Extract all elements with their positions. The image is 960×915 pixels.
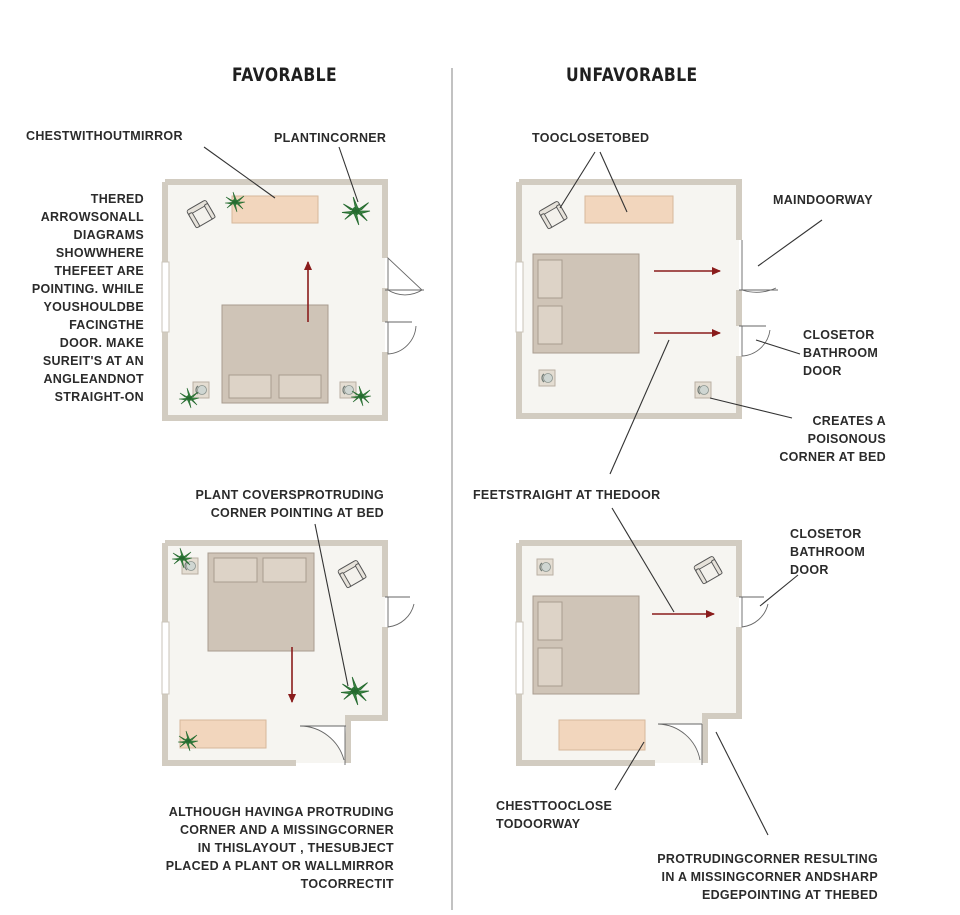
label-closet-bathroom-door-top: CLOSETOR BATHROOM DOOR	[803, 328, 879, 378]
room-unfavorable-bottom	[516, 543, 768, 765]
heading-favorable: FAVORABLE	[232, 64, 338, 86]
room-favorable-top	[162, 182, 424, 418]
label-poisonous-corner: CREATES A POISONOUS CORNER AT BED	[779, 414, 886, 464]
label-too-close-to-bed: TOOCLOSETOBED	[532, 131, 650, 145]
label-plant-in-corner: PLANTINCORNER	[274, 131, 387, 145]
label-chest-without-mirror: CHESTWITHOUTMIRROR	[26, 129, 183, 143]
label-feet-straight: FEETSTRAIGHT AT THEDOOR	[473, 488, 661, 502]
label-main-doorway: MAINDOORWAY	[773, 193, 873, 207]
chest	[232, 196, 318, 223]
room-unfavorable-top	[516, 182, 778, 416]
note-red-arrows: THERED ARROWSONALL DIAGRAMS SHOWWHERE THEFEET ARE POINTING. WHILE YOUSHOULDBE FACINGTHE DOOR. MAKE SUREIT'S AT AN ANGLEANDNOT STRAIGHT-ON	[31, 192, 144, 404]
chest	[585, 196, 673, 223]
note-although: ALTHOUGH HAVINGA PROTRUDING CORNER AND A MISSINGCORNER IN THISLAYOUT , THESUBJECT PLACED A PLANT OR WALLMIRROR TOCORRECTIT	[165, 805, 394, 891]
chest	[559, 720, 645, 750]
label-chest-too-close: CHESTTOOCLOSE TODOORWAY	[496, 799, 613, 831]
label-closet-bathroom-door-bottom: CLOSETOR BATHROOM DOOR	[790, 527, 866, 577]
label-plant-covers-corner: PLANT COVERSPROTRUDING CORNER POINTING AT BED	[195, 488, 384, 520]
label-protruding-corner: PROTRUDINGCORNER RESULTING IN A MISSINGCORNER ANDSHARP EDGEPOINTING AT THEBED	[657, 852, 878, 902]
room-favorable-bottom	[162, 543, 414, 765]
chest	[180, 720, 266, 748]
heading-unfavorable: UNFAVORABLE	[566, 64, 698, 86]
